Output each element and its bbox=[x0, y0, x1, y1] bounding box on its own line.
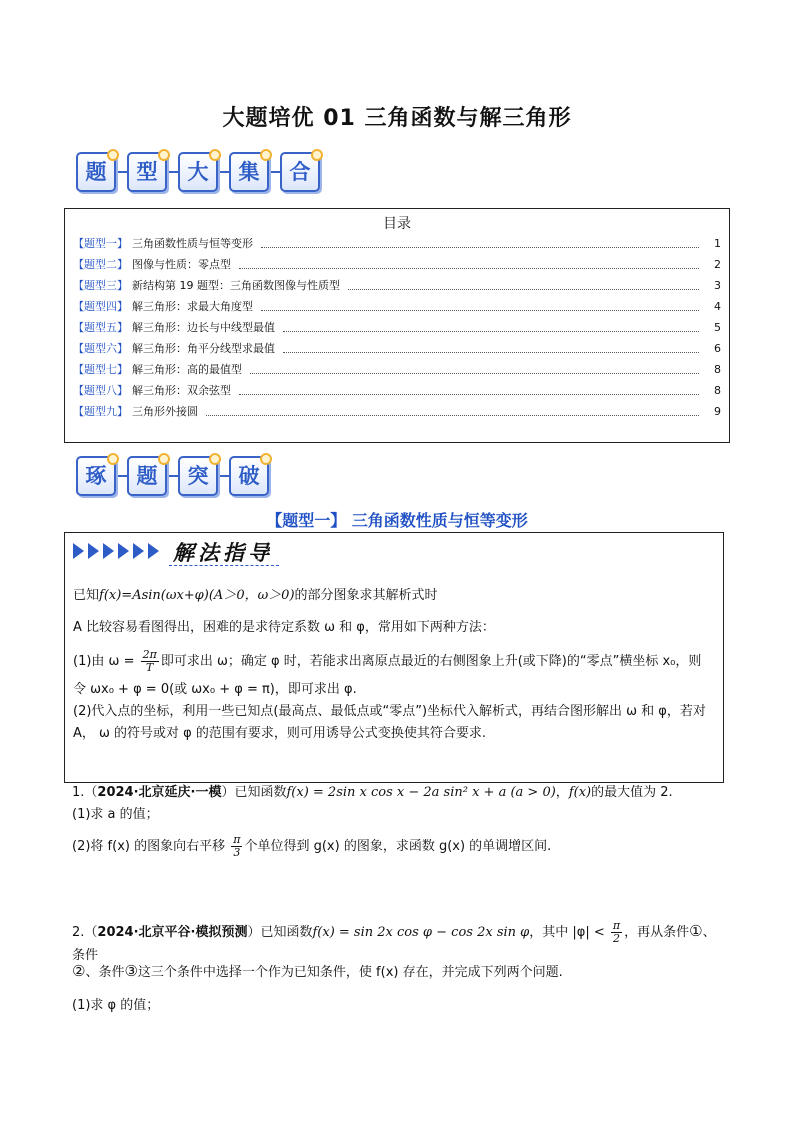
toc-item[interactable] bbox=[73, 254, 721, 274]
toc-item-page: 8 bbox=[714, 383, 721, 397]
toc-item[interactable] bbox=[73, 359, 721, 379]
guide-paragraph bbox=[73, 649, 717, 674]
text: 的部分图象求其解析式时 bbox=[294, 588, 438, 603]
banner-tile: 型 bbox=[127, 152, 167, 192]
toc-item-tag: 【题型九】 bbox=[73, 405, 128, 418]
banner-tile: 大 bbox=[178, 152, 218, 192]
guide-paragraph: A 比较容易看图得出，困难的是求待定系数 ω 和 φ，常用如下两种方法： bbox=[73, 620, 495, 635]
toc-item-title: 解三角形：求最大角度型 bbox=[132, 300, 253, 313]
fraction bbox=[231, 834, 242, 859]
toc-item-tag: 【题型三】 bbox=[73, 279, 128, 292]
toc-heading: 目录 bbox=[383, 216, 411, 232]
question-1-part-2 bbox=[72, 834, 722, 859]
question-2-part-1: (1)求 φ 的值； bbox=[72, 998, 160, 1013]
toc-item-tag: 【题型五】 bbox=[73, 321, 128, 334]
toc-item[interactable] bbox=[73, 380, 721, 400]
toc-item[interactable] bbox=[73, 275, 721, 295]
section-heading: 【题型一】 三角函数性质与恒等变形 bbox=[266, 511, 528, 530]
toc-item-title: 三角形外接圆 bbox=[132, 405, 198, 418]
toc-leader bbox=[261, 239, 699, 248]
method-guide-box bbox=[64, 532, 724, 783]
question-1-stem bbox=[72, 782, 722, 804]
condition-marker: ② bbox=[72, 962, 86, 980]
question-number: 2.（ bbox=[72, 925, 98, 940]
toc-item-title: 图像与性质：零点型 bbox=[132, 258, 231, 271]
condition-marker: ① bbox=[689, 922, 703, 940]
toc-item-tag: 【题型七】 bbox=[73, 363, 128, 376]
banner-tile: 破 bbox=[229, 456, 269, 496]
toc-item-tag: 【题型六】 bbox=[73, 342, 128, 355]
toc-item[interactable] bbox=[73, 401, 721, 421]
toc-item-page: 2 bbox=[714, 257, 721, 271]
toc-item-title: 三角函数性质与恒等变形 bbox=[132, 237, 253, 250]
document-title: 大题培优 01 三角函数与解三角形 bbox=[222, 106, 572, 131]
toc-item-page: 6 bbox=[714, 341, 721, 355]
banner-tile: 合 bbox=[280, 152, 320, 192]
toc-item-page: 5 bbox=[714, 320, 721, 334]
banner-tile: 题 bbox=[76, 152, 116, 192]
toc-leader bbox=[239, 386, 699, 395]
toc-leader bbox=[206, 407, 699, 416]
banner-tile: 题 bbox=[127, 456, 167, 496]
banner-question-collection bbox=[76, 152, 320, 192]
guide-paragraph: 令 ωx₀ + φ = 0(或 ωx₀ + φ = π)，即可求出 φ. bbox=[73, 682, 357, 697]
toc-item-page: 8 bbox=[714, 362, 721, 376]
text: ）已知函数 bbox=[221, 785, 287, 800]
guide-underline bbox=[169, 565, 279, 566]
toc-item[interactable] bbox=[73, 338, 721, 358]
text: (2)将 f(x) 的图象向右平移 bbox=[72, 839, 226, 854]
question-1-part-1: (1)求 a 的值； bbox=[72, 807, 159, 822]
text: 的最大值为 2. bbox=[591, 785, 673, 800]
guide-paragraph: (2)代入点的坐标，利用一些已知点(最高点、最低点或“零点”)坐标代入解析式，再结合图形解出 ω 和 φ，若对 A， ω 的符号或对 φ 的范围有要求，则可用诱导公式变换使其符合要求. bbox=[73, 704, 706, 741]
toc-item-page: 4 bbox=[714, 299, 721, 313]
fraction bbox=[141, 649, 159, 674]
question-number: 1.（ bbox=[72, 785, 98, 800]
banner-tile: 集 bbox=[229, 152, 269, 192]
toc-item-tag: 【题型四】 bbox=[73, 300, 128, 313]
formula: f(x)=Asin(ωx+φ)(A＞0，ω＞0) bbox=[99, 588, 295, 603]
toc-item-tag: 【题型二】 bbox=[73, 258, 128, 271]
formula: f(x) bbox=[568, 785, 592, 800]
toc-item-page: 1 bbox=[714, 236, 721, 250]
denominator: 3 bbox=[233, 846, 241, 859]
toc-leader bbox=[261, 302, 699, 311]
toc-leader bbox=[283, 323, 699, 332]
toc-item-title: 解三角形：双余弦型 bbox=[132, 384, 231, 397]
toc-item-tag: 【题型八】 bbox=[73, 384, 128, 397]
text: 即可求出 ω；确定 φ 时，若能求出离原点最近的右侧图象上升(或下降)的“零点”横坐标 x₀，则 bbox=[160, 654, 702, 669]
toc-item-title: 新结构第 19 题型：三角函数图像与性质型 bbox=[132, 279, 340, 292]
condition-marker: ③ bbox=[124, 962, 138, 980]
text: (1)由 ω = bbox=[73, 654, 135, 669]
numerator: π bbox=[233, 833, 241, 846]
toc-leader bbox=[348, 281, 699, 290]
text: ）已知函数 bbox=[247, 925, 313, 940]
banner-problem-breakthrough bbox=[76, 456, 269, 496]
denominator: 2 bbox=[613, 932, 621, 945]
toc-item[interactable] bbox=[73, 233, 721, 253]
toc-item-page: 9 bbox=[714, 404, 721, 418]
question-2-stem-cont bbox=[72, 960, 722, 984]
text: 、条件 bbox=[85, 965, 125, 980]
toc-item-title: 解三角形：高的最值型 bbox=[132, 363, 242, 376]
text: 、条件 bbox=[72, 925, 716, 963]
formula: f(x) = 2sin x cos x − 2a sin² x + a (a > 0) bbox=[286, 785, 556, 800]
banner-tile: 琢 bbox=[76, 456, 116, 496]
text: 已知 bbox=[73, 588, 100, 603]
numerator: 2π bbox=[142, 648, 157, 661]
text: 个单位得到 g(x) 的图象，求函数 g(x) 的单调增区间. bbox=[244, 839, 552, 854]
text: 这三个条件中选择一个作为已知条件，使 f(x) 存在，并完成下列两个问题. bbox=[137, 965, 563, 980]
table-of-contents bbox=[64, 208, 730, 443]
toc-leader bbox=[239, 260, 699, 269]
numerator: π bbox=[612, 919, 621, 932]
guide-paragraph bbox=[73, 585, 717, 607]
toc-item-tag: 【题型一】 bbox=[73, 237, 128, 250]
toc-item-page: 3 bbox=[714, 278, 721, 292]
toc-item[interactable] bbox=[73, 317, 721, 337]
toc-item-title: 解三角形：边长与中线型最值 bbox=[132, 321, 275, 334]
toc-item-title: 解三角形：角平分线型求最值 bbox=[132, 342, 275, 355]
question-source: 2024·北京平谷·模拟预测 bbox=[97, 925, 248, 940]
text: ， bbox=[555, 785, 569, 800]
formula: f(x) = sin 2x cos φ − cos 2x sin φ bbox=[312, 925, 530, 940]
denominator: T bbox=[146, 661, 154, 674]
toc-leader bbox=[250, 365, 699, 374]
text: ，其中 |φ| < bbox=[529, 925, 605, 940]
arrow-icon bbox=[73, 543, 163, 559]
toc-leader bbox=[283, 344, 699, 353]
guide-title: 解法指导 bbox=[173, 540, 273, 565]
question-source: 2024·北京延庆·一模 bbox=[97, 785, 222, 800]
text: ，再从条件 bbox=[624, 925, 690, 940]
fraction bbox=[611, 920, 622, 945]
toc-item[interactable] bbox=[73, 296, 721, 316]
banner-tile: 突 bbox=[178, 456, 218, 496]
